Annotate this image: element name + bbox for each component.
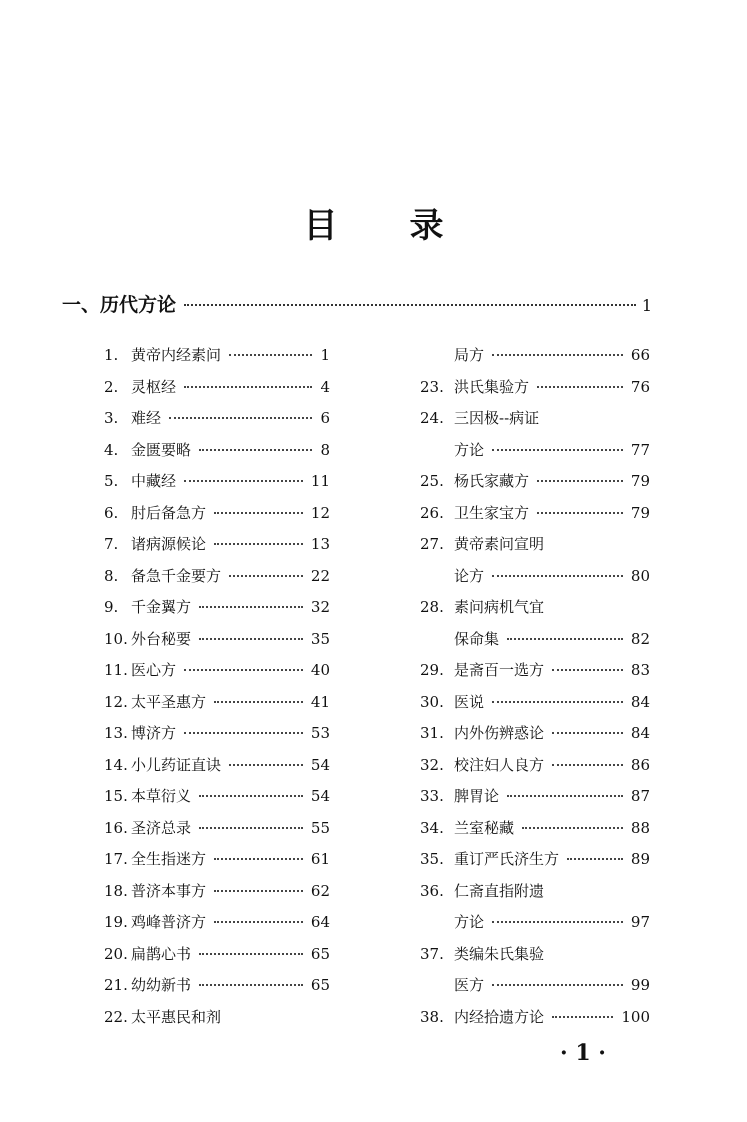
dot-leader bbox=[214, 858, 303, 860]
entry-title: 保命集 bbox=[454, 629, 500, 648]
dot-leader bbox=[184, 732, 303, 734]
entry-page: 55 bbox=[310, 818, 330, 837]
section-heading bbox=[62, 290, 652, 317]
toc-entry bbox=[420, 531, 650, 563]
dot-leader bbox=[492, 984, 623, 986]
entry-page: 8 bbox=[320, 440, 330, 459]
entry-number: 12. bbox=[104, 692, 128, 711]
entry-title: 小儿药证直诀 bbox=[131, 755, 222, 774]
toc-entry bbox=[104, 972, 330, 1004]
entry-number: 34. bbox=[420, 818, 444, 837]
entry-page: 79 bbox=[630, 503, 650, 522]
entry-title: 灵枢经 bbox=[131, 377, 177, 396]
dot-leader bbox=[199, 795, 303, 797]
entry-page: 100 bbox=[621, 1007, 650, 1026]
entry-number: 16. bbox=[104, 818, 128, 837]
dot-leader bbox=[184, 304, 636, 306]
dot-leader bbox=[552, 669, 623, 671]
entry-page: 54 bbox=[310, 787, 330, 805]
toc-entry bbox=[420, 909, 650, 941]
entry-title: 医说 bbox=[454, 692, 485, 711]
entry-title: 诸病源候论 bbox=[131, 535, 207, 553]
toc-entry bbox=[104, 720, 330, 752]
entry-title: 校注妇人良方 bbox=[454, 755, 545, 774]
entry-page: 88 bbox=[630, 818, 650, 837]
toc-entry bbox=[104, 783, 330, 815]
dot-leader bbox=[214, 890, 303, 892]
entry-page: 86 bbox=[630, 755, 650, 774]
dot-leader bbox=[229, 575, 303, 577]
toc-entry bbox=[104, 531, 330, 563]
entry-page: 13 bbox=[310, 535, 330, 553]
dot-leader bbox=[552, 764, 623, 766]
entry-title: 金匮要略 bbox=[131, 440, 192, 459]
entry-page: 41 bbox=[310, 692, 330, 711]
toc-entry bbox=[420, 689, 650, 721]
entry-title: 鸡峰普济方 bbox=[131, 913, 207, 931]
entry-page: 40 bbox=[310, 661, 330, 679]
entry-number: 31. bbox=[420, 724, 444, 742]
entry-title: 幼幼新书 bbox=[131, 976, 192, 994]
entry-title: 千金翼方 bbox=[131, 598, 192, 616]
toc-entry bbox=[104, 342, 330, 374]
entry-title: 外台秘要 bbox=[131, 629, 192, 648]
toc-entry bbox=[104, 909, 330, 941]
entry-number: 38. bbox=[420, 1007, 444, 1026]
entry-number: 15. bbox=[104, 787, 128, 805]
toc-entry bbox=[420, 972, 650, 1004]
entry-number: 10. bbox=[104, 629, 128, 648]
dot-leader bbox=[199, 827, 303, 829]
section-label: 一、历代方论 bbox=[62, 294, 177, 316]
entry-page: 11 bbox=[310, 472, 330, 490]
dot-leader bbox=[567, 858, 623, 860]
entry-title: 内外伤辨惑论 bbox=[454, 724, 545, 742]
toc-entry bbox=[104, 846, 330, 878]
entry-page: 61 bbox=[310, 850, 330, 868]
entry-title: 论方 bbox=[454, 566, 485, 585]
entry-number: 28. bbox=[420, 598, 444, 616]
toc-entry bbox=[420, 374, 650, 406]
toc-entry bbox=[420, 563, 650, 595]
toc-entry bbox=[420, 783, 650, 815]
entry-page: 77 bbox=[630, 440, 650, 459]
entry-title: 兰室秘藏 bbox=[454, 818, 515, 837]
entry-title: 肘后备急方 bbox=[131, 503, 207, 522]
dot-leader bbox=[199, 638, 303, 640]
entry-title: 局方 bbox=[454, 346, 485, 364]
entry-page: 83 bbox=[630, 661, 650, 679]
entry-title: 全生指迷方 bbox=[131, 850, 207, 868]
entry-title: 扁鹊心书 bbox=[131, 944, 192, 963]
entry-title: 素问病机气宜 bbox=[454, 598, 545, 616]
entry-title: 内经拾遗方论 bbox=[454, 1007, 545, 1026]
toc-entry bbox=[104, 437, 330, 469]
entry-number: 36. bbox=[420, 881, 444, 900]
entry-page: 84 bbox=[630, 692, 650, 711]
entry-number: 17. bbox=[104, 850, 128, 868]
entry-title: 是斋百一选方 bbox=[454, 661, 545, 679]
dot-leader bbox=[492, 575, 623, 577]
entry-title: 圣济总录 bbox=[131, 818, 192, 837]
entry-number: 37. bbox=[420, 944, 444, 963]
entry-title: 医心方 bbox=[131, 661, 177, 679]
toc-entry bbox=[420, 342, 650, 374]
toc-entry bbox=[420, 815, 650, 847]
entry-page: 6 bbox=[320, 409, 330, 427]
dot-leader bbox=[522, 827, 623, 829]
entry-page: 54 bbox=[310, 755, 330, 774]
dot-leader bbox=[214, 512, 303, 514]
entry-title: 方论 bbox=[454, 440, 485, 459]
toc-entry bbox=[420, 468, 650, 500]
toc-entry bbox=[420, 878, 650, 910]
entry-number: 8. bbox=[104, 566, 119, 585]
entry-number: 21. bbox=[104, 976, 128, 994]
dot-leader bbox=[537, 386, 623, 388]
entry-title: 洪氏集验方 bbox=[454, 377, 530, 396]
section-page: 1 bbox=[641, 296, 652, 315]
dot-leader bbox=[492, 701, 623, 703]
entry-number: 32. bbox=[420, 755, 444, 774]
toc-entry bbox=[104, 563, 330, 595]
entry-number: 26. bbox=[420, 503, 444, 522]
toc-entry bbox=[104, 657, 330, 689]
dot-leader bbox=[214, 921, 303, 923]
entry-page: 12 bbox=[310, 503, 330, 522]
entry-number: 3. bbox=[104, 409, 119, 427]
toc-entry bbox=[104, 468, 330, 500]
toc-entry bbox=[420, 405, 650, 437]
entry-page: 99 bbox=[630, 976, 650, 994]
toc-entry bbox=[104, 815, 330, 847]
entry-title: 杨氏家藏方 bbox=[454, 472, 530, 490]
dot-leader bbox=[552, 732, 623, 734]
toc-entry bbox=[104, 500, 330, 532]
toc-entry bbox=[104, 374, 330, 406]
dot-leader bbox=[229, 764, 303, 766]
entry-number: 14. bbox=[104, 755, 128, 774]
entry-page: 84 bbox=[630, 724, 650, 742]
entry-page: 97 bbox=[630, 913, 650, 931]
entry-number: 27. bbox=[420, 535, 444, 553]
toc-entry bbox=[104, 1004, 330, 1036]
entry-number: 5. bbox=[104, 472, 119, 490]
entry-page: 76 bbox=[630, 377, 650, 396]
toc-entry bbox=[420, 500, 650, 532]
dot-leader bbox=[552, 1016, 613, 1018]
entry-number: 11. bbox=[104, 661, 128, 679]
page-number: · 1 · bbox=[560, 1040, 606, 1066]
page-title bbox=[0, 198, 747, 247]
entry-number: 18. bbox=[104, 881, 128, 900]
toc-left-column bbox=[104, 342, 330, 1035]
entry-title: 备急千金要方 bbox=[131, 566, 222, 585]
toc-entry bbox=[420, 752, 650, 784]
entry-page: 22 bbox=[310, 566, 330, 585]
entry-page: 66 bbox=[630, 346, 650, 364]
dot-leader bbox=[214, 543, 303, 545]
entry-page: 89 bbox=[630, 850, 650, 868]
dot-leader bbox=[492, 449, 623, 451]
dot-leader bbox=[537, 512, 623, 514]
toc-entry bbox=[420, 594, 650, 626]
entry-number: 30. bbox=[420, 692, 444, 711]
entry-number: 9. bbox=[104, 598, 119, 616]
entry-title: 难经 bbox=[131, 409, 162, 427]
entry-number: 7. bbox=[104, 535, 119, 553]
entry-page: 1 bbox=[320, 346, 330, 364]
entry-title: 黄帝内经素问 bbox=[131, 346, 222, 364]
toc-entry bbox=[420, 626, 650, 658]
toc-entry bbox=[104, 405, 330, 437]
dot-leader bbox=[184, 669, 303, 671]
entry-title: 中藏经 bbox=[131, 472, 177, 490]
entry-number: 13. bbox=[104, 724, 128, 742]
dot-leader bbox=[199, 984, 303, 986]
entry-page: 79 bbox=[630, 472, 650, 490]
entry-title: 太平圣惠方 bbox=[131, 692, 207, 711]
entry-number: 2. bbox=[104, 377, 119, 396]
entry-page: 87 bbox=[630, 787, 650, 805]
dot-leader bbox=[507, 795, 623, 797]
entry-title: 太平惠民和剂 bbox=[131, 1007, 222, 1026]
entry-title: 类编朱氏集验 bbox=[454, 944, 545, 963]
entry-page: 82 bbox=[630, 629, 650, 648]
entry-number: 35. bbox=[420, 850, 444, 868]
entry-page: 32 bbox=[310, 598, 330, 616]
toc-entry bbox=[104, 752, 330, 784]
entry-number: 1. bbox=[104, 346, 119, 364]
entry-page: 80 bbox=[630, 566, 650, 585]
dot-leader bbox=[184, 386, 312, 388]
entry-title: 仁斋直指附遗 bbox=[454, 881, 545, 900]
entry-number: 20. bbox=[104, 944, 128, 963]
dot-leader bbox=[199, 449, 312, 451]
entry-page: 65 bbox=[310, 944, 330, 963]
entry-title: 方论 bbox=[454, 913, 485, 931]
title-char: 录 bbox=[409, 206, 444, 246]
entry-number: 4. bbox=[104, 440, 119, 459]
toc-entry bbox=[104, 594, 330, 626]
dot-leader bbox=[169, 417, 312, 419]
entry-number: 6. bbox=[104, 503, 119, 522]
entry-title: 脾胃论 bbox=[454, 787, 500, 805]
toc-entry bbox=[104, 626, 330, 658]
entry-title: 博济方 bbox=[131, 724, 177, 742]
dot-leader bbox=[229, 354, 312, 356]
entry-title: 黄帝素问宣明 bbox=[454, 535, 545, 553]
dot-leader bbox=[199, 953, 303, 955]
entry-page: 62 bbox=[310, 881, 330, 900]
dot-leader bbox=[492, 354, 623, 356]
toc-entry bbox=[420, 657, 650, 689]
entry-page: 4 bbox=[320, 377, 330, 396]
toc-entry bbox=[104, 878, 330, 910]
entry-number: 25. bbox=[420, 472, 444, 490]
entry-title: 重订严氏济生方 bbox=[454, 850, 560, 868]
title-char: 目 bbox=[303, 206, 338, 246]
dot-leader bbox=[199, 606, 303, 608]
entry-title: 三因极--病证 bbox=[454, 409, 540, 427]
toc-entry bbox=[104, 689, 330, 721]
entry-title: 卫生家宝方 bbox=[454, 503, 530, 522]
toc-entry bbox=[420, 941, 650, 973]
entry-page: 65 bbox=[310, 976, 330, 994]
entry-number: 19. bbox=[104, 913, 128, 931]
dot-leader bbox=[507, 638, 623, 640]
dot-leader bbox=[214, 701, 303, 703]
entry-number: 29. bbox=[420, 661, 444, 679]
entry-title: 普济本事方 bbox=[131, 881, 207, 900]
toc-entry bbox=[420, 1004, 650, 1036]
dot-leader bbox=[492, 921, 623, 923]
dot-leader bbox=[184, 480, 303, 482]
toc-entry bbox=[420, 846, 650, 878]
entry-number: 23. bbox=[420, 377, 444, 396]
toc-entry bbox=[420, 720, 650, 752]
entry-number: 33. bbox=[420, 787, 444, 805]
entry-page: 64 bbox=[310, 913, 330, 931]
entry-page: 35 bbox=[310, 629, 330, 648]
toc-entry bbox=[104, 941, 330, 973]
entry-page: 53 bbox=[310, 724, 330, 742]
entry-title: 本草衍义 bbox=[131, 787, 192, 805]
toc-entry bbox=[420, 437, 650, 469]
entry-title: 医方 bbox=[454, 976, 485, 994]
entry-number: 24. bbox=[420, 409, 444, 427]
toc-right-column bbox=[420, 342, 650, 1035]
entry-number: 22. bbox=[104, 1007, 128, 1026]
dot-leader bbox=[537, 480, 623, 482]
